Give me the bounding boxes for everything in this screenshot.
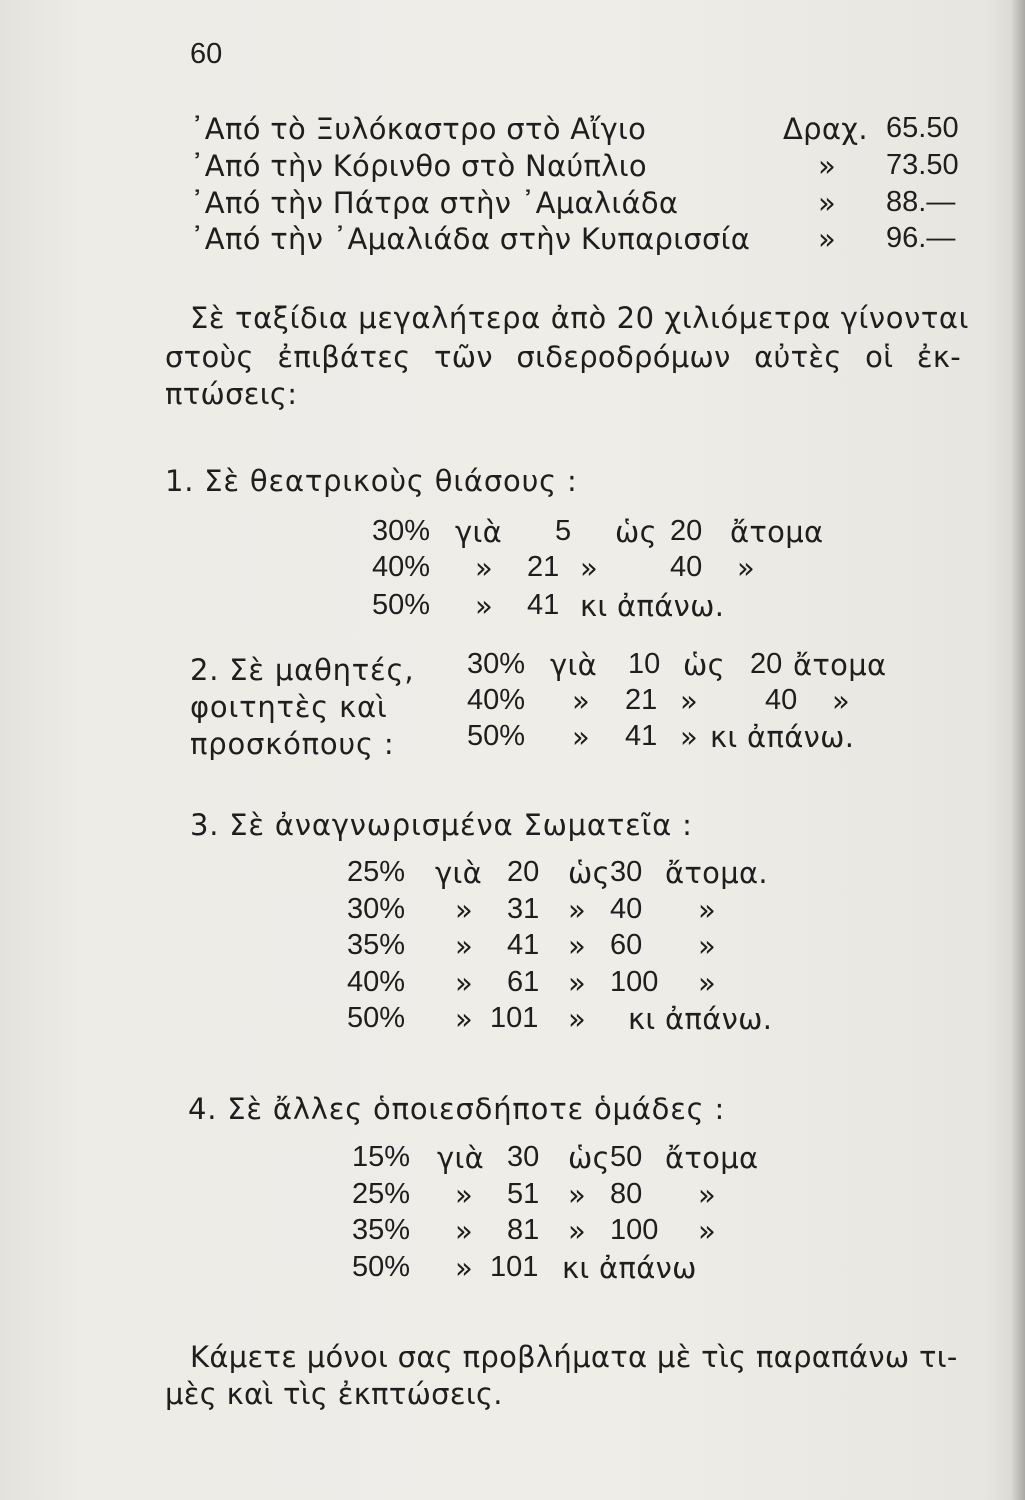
range-from: 20 (507, 856, 540, 888)
range-connector: » (698, 966, 717, 1000)
range-connector: » (580, 551, 599, 585)
closing-line: Κάμετε μόνοι σας προβλήματα μὲ τὶς παραπάνω τι- (190, 1340, 958, 1374)
range-connector: » (475, 551, 494, 585)
range-to: 100 (610, 966, 659, 998)
fare-currency: » (818, 222, 837, 256)
range-connector: » (737, 551, 756, 585)
discount-percent: 25% (347, 856, 406, 888)
intro-line: πτώσεις: (165, 377, 298, 411)
range-connector: » (680, 720, 699, 754)
intro-line: στοὺς ἐπιβάτες τῶν σιδεροδρόμων αὐτὲς οἱ ἐκ- (165, 340, 961, 374)
intro-line: Σὲ ταξίδια μεγαλήτερα ἀπὸ 20 χιλιόμετρα γίνονται (190, 301, 970, 335)
range-from: 81 (507, 1214, 540, 1246)
range-connector: » (455, 1214, 474, 1248)
range-connector: » (698, 929, 717, 963)
range-connector: ὡς (683, 648, 725, 682)
range-connector: » (455, 893, 474, 927)
discount-percent: 40% (347, 966, 406, 998)
range-connector: γιὰ (455, 515, 502, 549)
range-unit: ἄτομα (730, 515, 824, 549)
range-unit: ἄτομα (793, 648, 887, 682)
range-from: 101 (490, 1251, 539, 1283)
range-connector: » (568, 966, 587, 1000)
discount-percent: 30% (372, 515, 431, 547)
discount-percent: 50% (352, 1251, 411, 1283)
discount-percent: 50% (347, 1002, 406, 1034)
range-from: 21 (527, 551, 560, 583)
range-connector: » (698, 1214, 717, 1248)
fare-route: ᾽Από τὴν Πάτρα στὴν ᾽Αμαλιάδα (190, 186, 679, 220)
range-from: 5 (555, 515, 572, 547)
discount-percent: 50% (467, 720, 526, 752)
range-to: 20 (670, 515, 703, 547)
range-connector: » (568, 1178, 587, 1212)
range-to: 40 (610, 893, 643, 925)
range-from: 30 (507, 1141, 540, 1173)
fare-currency: » (818, 149, 837, 183)
range-connector: » (568, 1002, 587, 1036)
range-from: 41 (507, 929, 540, 961)
section-heading: προσκόπους : (190, 727, 395, 761)
fare-route: ᾽Από τὸ Ξυλόκαστρο στὸ Αἴγιο (190, 112, 647, 146)
range-to: 100 (610, 1214, 659, 1246)
range-from: 10 (628, 648, 661, 680)
fare-route: ᾽Από τὴν ᾽Αμαλιάδα στὴν Κυπαρισσία (190, 222, 751, 256)
fare-price: 65.50 (886, 112, 959, 144)
range-open-end: κι ἀπάνω. (628, 1002, 773, 1036)
discount-percent: 35% (352, 1214, 411, 1246)
range-from: 21 (625, 684, 658, 716)
range-connector: » (680, 684, 699, 718)
closing-line: μὲς καὶ τὶς ἐκπτώσεις. (165, 1377, 503, 1411)
range-connector: γιὰ (550, 648, 597, 682)
range-from: 51 (507, 1178, 540, 1210)
range-connector: » (455, 1178, 474, 1212)
range-connector: » (475, 589, 494, 623)
range-from: 101 (490, 1002, 539, 1034)
fare-currency: » (818, 186, 837, 220)
range-connector: γιὰ (435, 856, 482, 890)
fare-route: ᾽Από τὴν Κόρινθο στὸ Ναύπλιο (190, 149, 647, 183)
range-to: 20 (750, 648, 783, 680)
range-from: 41 (625, 720, 658, 752)
range-open-end: κι ἀπάνω. (710, 720, 855, 754)
range-from: 41 (527, 589, 560, 621)
section-heading: 1. Σὲ θεατρικοὺς θιάσους : (165, 464, 578, 498)
range-open-end: κι ἀπάνω (562, 1251, 697, 1285)
range-connector: γιὰ (437, 1141, 484, 1175)
range-unit: ἄτομα (665, 1141, 759, 1175)
discount-percent: 40% (372, 551, 431, 583)
range-to: 40 (765, 684, 798, 716)
range-connector: » (568, 1214, 587, 1248)
discount-percent: 50% (372, 589, 431, 621)
range-connector: » (455, 1251, 474, 1285)
range-connector: » (568, 929, 587, 963)
range-connector: ὡς (615, 515, 657, 549)
discount-percent: 15% (352, 1141, 411, 1173)
section-heading: 3. Σὲ ἀναγνωρισμένα Σωματεῖα : (190, 808, 693, 842)
range-connector: » (832, 684, 851, 718)
fare-price: 96.— (886, 222, 956, 254)
discount-percent: 30% (347, 893, 406, 925)
range-connector: » (455, 929, 474, 963)
range-to: 80 (610, 1178, 643, 1210)
range-to: 30 (610, 856, 643, 888)
fare-currency: Δραχ. (783, 112, 868, 146)
discount-percent: 35% (347, 929, 406, 961)
range-connector: » (572, 720, 591, 754)
range-connector: » (455, 1002, 474, 1036)
range-connector: » (698, 893, 717, 927)
range-unit: ἄτομα. (665, 856, 768, 890)
discount-percent: 30% (467, 648, 526, 680)
fare-price: 73.50 (886, 149, 959, 181)
discount-percent: 40% (467, 684, 526, 716)
range-to: 50 (610, 1141, 643, 1173)
range-from: 61 (507, 966, 540, 998)
range-connector: » (698, 1178, 717, 1212)
fare-price: 88.— (886, 186, 956, 218)
range-connector: ὡς (568, 856, 610, 890)
section-heading: φοιτητὲς καὶ (190, 690, 388, 724)
page-number: 60 (190, 38, 223, 70)
range-connector: » (572, 684, 591, 718)
range-from: 31 (507, 893, 540, 925)
section-heading: 2. Σὲ μαθητές, (190, 653, 415, 687)
range-connector: ὡς (568, 1141, 610, 1175)
range-connector: » (455, 966, 474, 1000)
range-open-end: κι ἀπάνω. (580, 589, 725, 623)
range-connector: » (568, 893, 587, 927)
page-edge-shadow (1011, 0, 1025, 1500)
range-to: 40 (670, 551, 703, 583)
section-heading: 4. Σὲ ἄλλες ὁποιεσδήποτε ὁμάδες : (188, 1092, 726, 1126)
discount-percent: 25% (352, 1178, 411, 1210)
range-to: 60 (610, 929, 643, 961)
